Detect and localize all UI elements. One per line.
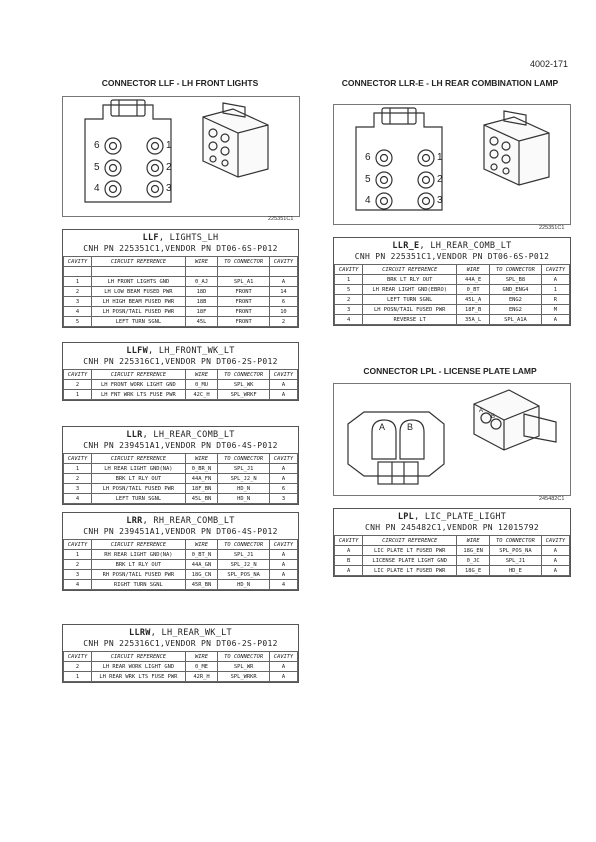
table-cell: LH REAR WRK LTS FUSE PWR <box>92 672 186 682</box>
connector-table <box>62 426 299 505</box>
column-header: CAVITY <box>269 257 297 267</box>
table-row <box>64 550 298 560</box>
table-cell: BRK LT RLY OUT <box>92 474 186 484</box>
table-cell: 0_BT_N <box>185 550 218 560</box>
table-cell: FRONT <box>218 287 269 297</box>
table-cell: 4 <box>64 307 92 317</box>
table-cell: 4 <box>64 494 92 504</box>
table-part-number: CNH PN 239451A1,VENDOR PN DT06-4S-P012 <box>83 527 278 536</box>
table-cell: SPL_WRKR <box>218 672 269 682</box>
table-cell: ENG2 <box>490 305 542 315</box>
table-cell: 2 <box>269 317 297 327</box>
table-cell: 2 <box>64 662 92 672</box>
table-cell: A <box>335 566 363 576</box>
table-cell: HD_N <box>218 580 269 590</box>
table-cell: FRONT <box>218 297 269 307</box>
pin-label: 5 <box>365 174 371 185</box>
column-header: TO CONNECTOR <box>218 540 269 550</box>
connector-lpl-figure <box>333 383 571 496</box>
table-part-number: CNH PN 245482C1,VENDOR PN 12015792 <box>365 523 539 532</box>
table-cell: REVERSE LT <box>363 315 457 325</box>
table-row <box>64 307 298 317</box>
pin-label: 1 <box>437 152 443 163</box>
pin-label: 2 <box>166 162 172 173</box>
column-header: TO CONNECTOR <box>218 370 269 380</box>
table-cell: LH POSN/TAIL FUSED PWR <box>363 305 457 315</box>
table-cell: HD_E <box>490 566 542 576</box>
table-code: LLFW <box>126 346 148 356</box>
table-row <box>64 317 298 327</box>
table-cell: 45L_A <box>457 295 490 305</box>
table-cell: 1 <box>64 550 92 560</box>
table-cell: 0_AJ <box>185 277 218 287</box>
table-name: , LH_REAR_COMB_LT <box>142 430 235 440</box>
pinout-table <box>63 256 298 327</box>
table-cell: LH REAR LIGHT GND(NA) <box>92 464 186 474</box>
table-cell: 18G_E <box>457 566 490 576</box>
column-header: WIRE <box>185 652 218 662</box>
table-cell: 3 <box>64 570 92 580</box>
column-header: CAVITY <box>64 370 92 380</box>
table-code: LLR <box>126 430 143 440</box>
table-cell: 0_BR_N <box>185 464 218 474</box>
table-cell: 3 <box>64 484 92 494</box>
table-cell: 18D <box>185 287 218 297</box>
table-cell: A <box>269 570 297 580</box>
connector-llre-figure <box>333 104 571 225</box>
table-title <box>334 241 570 252</box>
table-cell: A <box>541 546 569 556</box>
table-cell: 0_JC <box>457 556 490 566</box>
table-row <box>335 285 570 295</box>
column-header: CAVITY <box>269 370 297 380</box>
table-row <box>64 277 298 287</box>
column-header: CAVITY <box>64 257 92 267</box>
column-header: WIRE <box>457 536 490 546</box>
table-cell: 1 <box>64 390 92 400</box>
connector-table <box>62 624 299 683</box>
table-code: LLR_E <box>392 241 420 251</box>
table-row <box>335 315 570 325</box>
pin-label: 3 <box>166 183 172 194</box>
table-row <box>64 580 298 590</box>
table-cell: 42R_H <box>185 672 218 682</box>
column-header: CAVITY <box>335 536 363 546</box>
table-cell: 1 <box>64 464 92 474</box>
table-cell: LH HIGH BEAM FUSED PWR <box>92 297 186 307</box>
table-row <box>335 556 570 566</box>
table-cell: LIC PLATE LT FUSED PWR <box>363 546 457 556</box>
connector-table <box>62 512 299 591</box>
table-header-row <box>64 652 298 662</box>
table-cell: LICENSE PLATE LIGHT GND <box>363 556 457 566</box>
table-cell: 18G_CN <box>185 570 218 580</box>
pinout-table <box>63 539 298 590</box>
table-part-number: CNH PN 225351C1,VENDOR PN DT06-6S-P012 <box>83 244 278 253</box>
pin-label: 4 <box>94 183 100 194</box>
table-header-row <box>335 265 570 275</box>
pin-label: B <box>407 422 414 432</box>
table-cell: LH POSN/TAIL FUSED PWR <box>92 307 186 317</box>
table-cell <box>64 267 92 277</box>
table-cell: 2 <box>64 474 92 484</box>
table-row <box>64 570 298 580</box>
table-cell: A <box>335 546 363 556</box>
table-cell: A <box>269 662 297 672</box>
table-cell: SPL_WK <box>218 380 269 390</box>
table-cell: SPL_J2_N <box>218 474 269 484</box>
table-cell: 1 <box>64 672 92 682</box>
table-cell: 44A_GN <box>185 560 218 570</box>
column-header: CAVITY <box>269 652 297 662</box>
table-cell: A <box>269 672 297 682</box>
table-cell: LEFT TURN SGNL <box>92 317 186 327</box>
table-header-row <box>64 540 298 550</box>
column-header: WIRE <box>185 370 218 380</box>
column-header: CIRCUIT REFERENCE <box>92 370 186 380</box>
table-cell: LH POSN/TAIL FUSED PWR <box>92 484 186 494</box>
table-cell: GND_ENG4 <box>490 285 542 295</box>
table-cell <box>269 267 297 277</box>
column-header: CIRCUIT REFERENCE <box>363 265 457 275</box>
table-cell: A <box>541 315 569 325</box>
table-cell: 1 <box>64 277 92 287</box>
table-header-row <box>335 536 570 546</box>
table-cell: 45L_BN <box>185 494 218 504</box>
table-cell: A <box>269 474 297 484</box>
table-cell: LIC PLATE LT FUSED PWR <box>363 566 457 576</box>
column-header: CAVITY <box>64 540 92 550</box>
table-cell: 5 <box>64 317 92 327</box>
table-cell: 4 <box>64 580 92 590</box>
table-cell: 10 <box>269 307 297 317</box>
column-header: CIRCUIT REFERENCE <box>92 540 186 550</box>
table-cell: LEFT TURN SGNL <box>363 295 457 305</box>
table-cell: 18G_EN <box>457 546 490 556</box>
column-header: CAVITY <box>541 536 569 546</box>
table-cell: 44A_FN <box>185 474 218 484</box>
column-header: CAVITY <box>64 454 92 464</box>
table-cell: 1 <box>541 285 569 295</box>
table-cell <box>218 267 269 277</box>
table-row <box>64 484 298 494</box>
column-header: CAVITY <box>269 454 297 464</box>
table-cell: SPL_A1A <box>490 315 542 325</box>
pinout-table <box>63 453 298 504</box>
column-header: WIRE <box>185 540 218 550</box>
table-cell: 2 <box>64 287 92 297</box>
table-title <box>334 512 570 523</box>
table-row <box>335 546 570 556</box>
column-header: TO CONNECTOR <box>218 454 269 464</box>
table-cell: 18F_B <box>457 305 490 315</box>
table-cell: FRONT <box>218 317 269 327</box>
column-header: TO CONNECTOR <box>218 257 269 267</box>
pin-label: 4 <box>365 195 371 206</box>
table-row <box>335 305 570 315</box>
table-part-number: CNH PN 225316C1,VENDOR PN DT06-2S-P012 <box>83 357 278 366</box>
table-cell: 2 <box>64 560 92 570</box>
table-cell: RH REAR LIGHT GND(NA) <box>92 550 186 560</box>
table-title <box>63 346 298 357</box>
column-header: CIRCUIT REFERENCE <box>92 454 186 464</box>
table-row <box>64 380 298 390</box>
column-header: CIRCUIT REFERENCE <box>92 257 186 267</box>
table-name: , LIGHTS_LH <box>158 233 219 243</box>
table-cell: 18B <box>185 297 218 307</box>
table-part-number: CNH PN 225316C1,VENDOR PN DT06-2S-P012 <box>83 639 278 648</box>
table-cell: 18F <box>185 307 218 317</box>
column-header: CIRCUIT REFERENCE <box>92 652 186 662</box>
table-title <box>63 516 298 527</box>
table-cell: A <box>541 566 569 576</box>
table-name: , LH_REAR_COMB_LT <box>419 241 512 251</box>
pinout-table <box>334 535 570 576</box>
column-header: CIRCUIT REFERENCE <box>363 536 457 546</box>
table-cell: 5 <box>335 285 363 295</box>
table-row <box>335 566 570 576</box>
heading-llre: CONNECTOR LLR-E - LH REAR COMBINATION LAMP <box>341 78 559 88</box>
table-cell: A <box>269 277 297 287</box>
table-name: , LH_FRONT_WK_LT <box>147 346 235 356</box>
table-cell: A <box>269 560 297 570</box>
table-cell: 2 <box>335 295 363 305</box>
table-cell: 3 <box>64 297 92 307</box>
table-row <box>64 287 298 297</box>
table-row <box>64 662 298 672</box>
table-cell: BRK LT RLY OUT <box>363 275 457 285</box>
table-cell: 3 <box>335 305 363 315</box>
heading-llf: CONNECTOR LLF - LH FRONT LIGHTS <box>101 78 259 88</box>
connector-llf-figure <box>62 96 300 217</box>
table-cell: ENG2 <box>490 295 542 305</box>
column-header: CAVITY <box>541 265 569 275</box>
table-title <box>63 628 298 639</box>
table-cell: SPL_A1 <box>218 277 269 287</box>
table-cell: 2 <box>64 380 92 390</box>
table-cell: SPL_J1 <box>490 556 542 566</box>
heading-lpl: CONNECTOR LPL - LICENSE PLATE LAMP <box>363 366 537 376</box>
table-title <box>63 233 298 244</box>
table-cell: SPL_J2_N <box>218 560 269 570</box>
table-cell: A <box>269 550 297 560</box>
column-header: TO CONNECTOR <box>490 536 542 546</box>
pin-label: 5 <box>94 162 100 173</box>
figure-caption-llf: 225351C1 <box>268 216 294 222</box>
table-code: LRR <box>126 516 143 526</box>
table-cell: B <box>335 556 363 566</box>
connector-table <box>62 342 299 401</box>
table-cell <box>185 267 218 277</box>
column-header: CAVITY <box>64 652 92 662</box>
table-cell: HD_N <box>218 484 269 494</box>
table-cell: M <box>541 305 569 315</box>
page-number: 4002-171 <box>530 59 569 69</box>
table-cell: 0_ME <box>185 662 218 672</box>
table-cell: SPL_POS_NA <box>490 546 542 556</box>
connector-table <box>62 229 299 328</box>
table-cell: A <box>541 275 569 285</box>
table-cell: LH FNT WRK LTS FUSE PWR <box>92 390 186 400</box>
table-cell: LH FRONT LIGHTS GND <box>92 277 186 287</box>
table-cell: SPL_B8 <box>490 275 542 285</box>
pin-label: A <box>479 408 484 414</box>
table-cell: 4 <box>335 315 363 325</box>
table-cell: LH LOW BEAM FUSED PWR <box>92 287 186 297</box>
table-cell: SPL_J1 <box>218 550 269 560</box>
table-cell: 45R_BN <box>185 580 218 590</box>
table-name: , RH_REAR_COMB_LT <box>142 516 235 526</box>
column-header: WIRE <box>185 257 218 267</box>
table-cell: RIGHT TURN SGNL <box>92 580 186 590</box>
pin-label: 6 <box>94 140 100 151</box>
table-cell: SPL_WR <box>218 662 269 672</box>
column-header: CAVITY <box>269 540 297 550</box>
pin-label: 6 <box>365 152 371 163</box>
table-row <box>64 390 298 400</box>
column-header: WIRE <box>457 265 490 275</box>
column-header: TO CONNECTOR <box>218 652 269 662</box>
pinout-table <box>63 369 298 400</box>
table-row <box>64 474 298 484</box>
table-code: LLRW <box>129 628 151 638</box>
table-header-row <box>64 257 298 267</box>
table-row <box>64 297 298 307</box>
table-cell: FRONT <box>218 307 269 317</box>
pin-label: B <box>491 414 496 420</box>
table-header-row <box>64 370 298 380</box>
table-cell: 0_BT <box>457 285 490 295</box>
table-cell: 0_MU <box>185 380 218 390</box>
pin-label: 3 <box>437 195 443 206</box>
table-cell: A <box>269 464 297 474</box>
table-cell: BRK LT RLY OUT <box>92 560 186 570</box>
table-cell: 44A_E <box>457 275 490 285</box>
table-cell: 18F_BN <box>185 484 218 494</box>
table-cell: A <box>541 556 569 566</box>
table-name: , LIC_PLATE_LIGHT <box>414 512 507 522</box>
column-header: WIRE <box>185 454 218 464</box>
table-cell: HD_N <box>218 494 269 504</box>
pinout-table <box>63 651 298 682</box>
table-cell: LH REAR LIGHT GND(EBRO) <box>363 285 457 295</box>
table-row <box>335 275 570 285</box>
table-cell: SPL_WRKF <box>218 390 269 400</box>
table-cell: 14 <box>269 287 297 297</box>
table-row <box>64 464 298 474</box>
table-cell: LH REAR WORK LIGHT GND <box>92 662 186 672</box>
connector-lpl-drawing <box>334 384 570 495</box>
table-cell: R <box>541 295 569 305</box>
table-part-number: CNH PN 225351C1,VENDOR PN DT06-6S-P012 <box>354 252 550 261</box>
connector-table <box>333 237 571 326</box>
table-cell: 1 <box>335 275 363 285</box>
connector-table <box>333 508 571 577</box>
table-code: LPL <box>397 512 415 522</box>
table-cell: 6 <box>269 297 297 307</box>
table-row <box>64 560 298 570</box>
connector-llf-drawing <box>63 97 299 216</box>
pin-label: A <box>379 422 386 432</box>
table-cell: 42C_H <box>185 390 218 400</box>
table-cell: LEFT TURN SGNL <box>92 494 186 504</box>
table-cell: 4 <box>269 580 297 590</box>
connector-llre-drawing <box>334 105 570 224</box>
table-cell: 35A_L <box>457 315 490 325</box>
table-cell: RH POSN/TAIL FUSED PWR <box>92 570 186 580</box>
column-header: CAVITY <box>335 265 363 275</box>
table-name: , LH_REAR_WK_LT <box>150 628 232 638</box>
table-header-row <box>64 454 298 464</box>
pin-label: 1 <box>166 140 172 151</box>
table-spacer-row <box>64 267 298 277</box>
column-header: TO CONNECTOR <box>490 265 542 275</box>
table-cell: 3 <box>269 494 297 504</box>
table-cell: SPL_POS_NA <box>218 570 269 580</box>
figure-caption-llre: 225351C1 <box>539 225 565 231</box>
table-cell: SPL_J1 <box>218 464 269 474</box>
table-cell: A <box>269 380 297 390</box>
table-title <box>63 430 298 441</box>
table-part-number: CNH PN 239451A1,VENDOR PN DT06-4S-P012 <box>83 441 278 450</box>
pinout-table <box>334 264 570 325</box>
table-cell: LH FRONT WORK LIGHT GND <box>92 380 186 390</box>
table-cell: 45L <box>185 317 218 327</box>
table-cell: A <box>269 390 297 400</box>
table-row <box>64 672 298 682</box>
table-cell <box>92 267 186 277</box>
pin-label: 2 <box>437 174 443 185</box>
figure-caption-lpl: 245482C1 <box>539 496 565 502</box>
table-cell: 6 <box>269 484 297 494</box>
table-row <box>335 295 570 305</box>
table-row <box>64 494 298 504</box>
table-code: LLF <box>142 233 159 243</box>
